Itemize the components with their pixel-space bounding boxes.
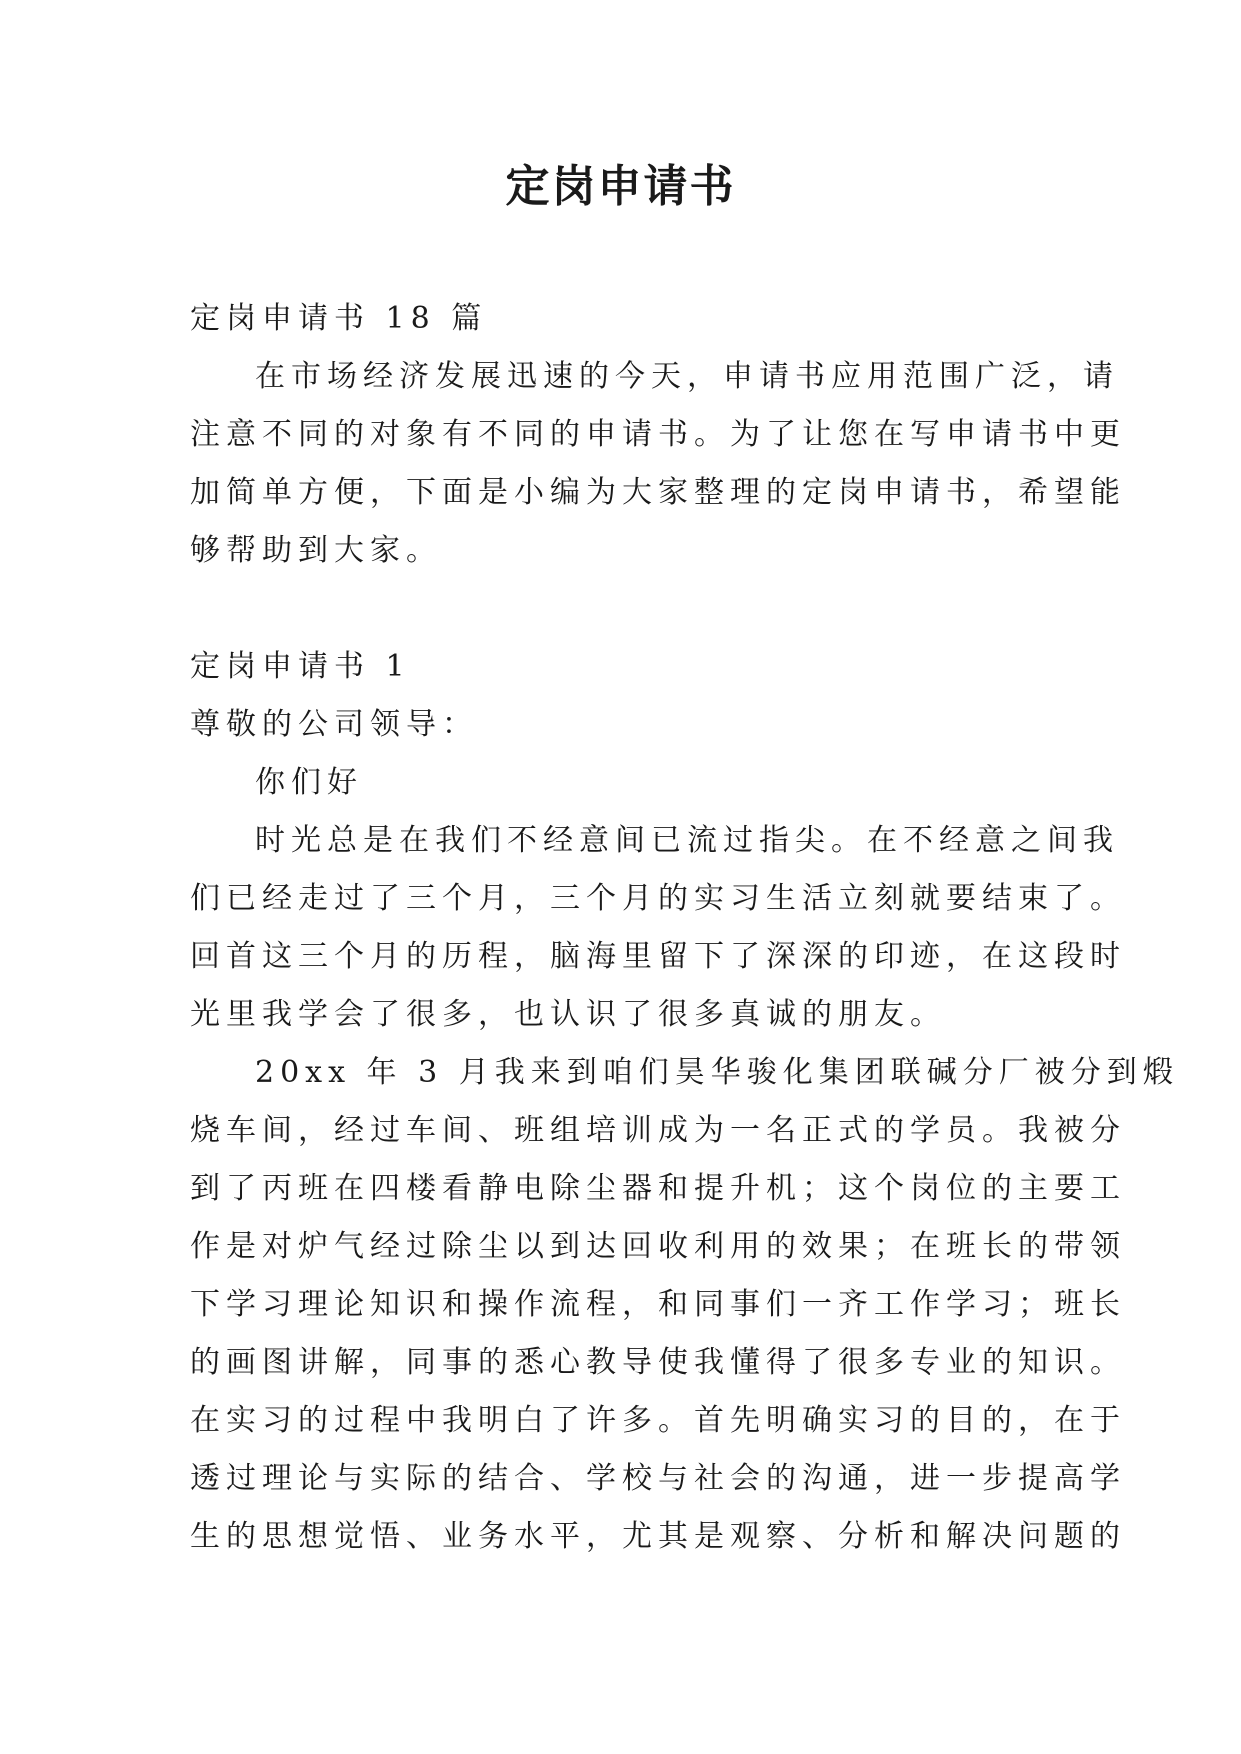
text-line: 定岗申请书 18 篇 [190, 301, 488, 336]
text-line: 够帮助到大家。 [190, 533, 442, 568]
text-line: 注意不同的对象有不同的申请书。为了让您在写申请书中更 [190, 417, 1126, 452]
text-line: 定岗申请书 1 [190, 649, 411, 684]
text-line: 生的思想觉悟、业务水平，尤其是观察、分析和解决问题的 [190, 1519, 1126, 1554]
text-line [190, 580, 1090, 638]
text-line: 作是对炉气经过除尘以到达回收利用的效果；在班长的带领 [190, 1229, 1126, 1264]
text-line: 烧车间，经过车间、班组培训成为一名正式的学员。我被分 [190, 1113, 1126, 1148]
text-line: 透过理论与实际的结合、学校与社会的沟通，进一步提高学 [190, 1461, 1126, 1496]
text-line: 回首这三个月的历程，脑海里留下了深深的印迹，在这段时 [190, 939, 1126, 974]
text-line: 到了丙班在四楼看静电除尘器和提升机；这个岗位的主要工 [190, 1171, 1126, 1206]
text-line: 的画图讲解，同事的悉心教导使我懂得了很多专业的知识。 [190, 1345, 1126, 1380]
text-line: 光里我学会了很多，也认识了很多真诚的朋友。 [190, 997, 946, 1032]
document-title: 定岗申请书 [505, 161, 736, 212]
text-line: 在实习的过程中我明白了许多。首先明确实习的目的，在于 [190, 1403, 1126, 1438]
text-line: 在市场经济发展迅速的今天，申请书应用范围广泛，请 [255, 359, 1119, 394]
text-line: 你们好 [255, 765, 363, 800]
document-body [190, 290, 1179, 1566]
text-line: 加简单方便，下面是小编为大家整理的定岗申请书，希望能 [190, 475, 1126, 510]
text-line: 时光总是在我们不经意间已流过指尖。在不经意之间我 [255, 823, 1119, 858]
text-line: 20xx 年 3 月我来到咱们昊华骏化集团联碱分厂被分到煅 [255, 1055, 1179, 1090]
text-line: 下学习理论知识和操作流程，和同事们一齐工作学习；班长 [190, 1287, 1126, 1322]
text-line: 尊敬的公司领导： [190, 707, 478, 742]
text-line: 们已经走过了三个月，三个月的实习生活立刻就要结束了。 [190, 881, 1126, 916]
